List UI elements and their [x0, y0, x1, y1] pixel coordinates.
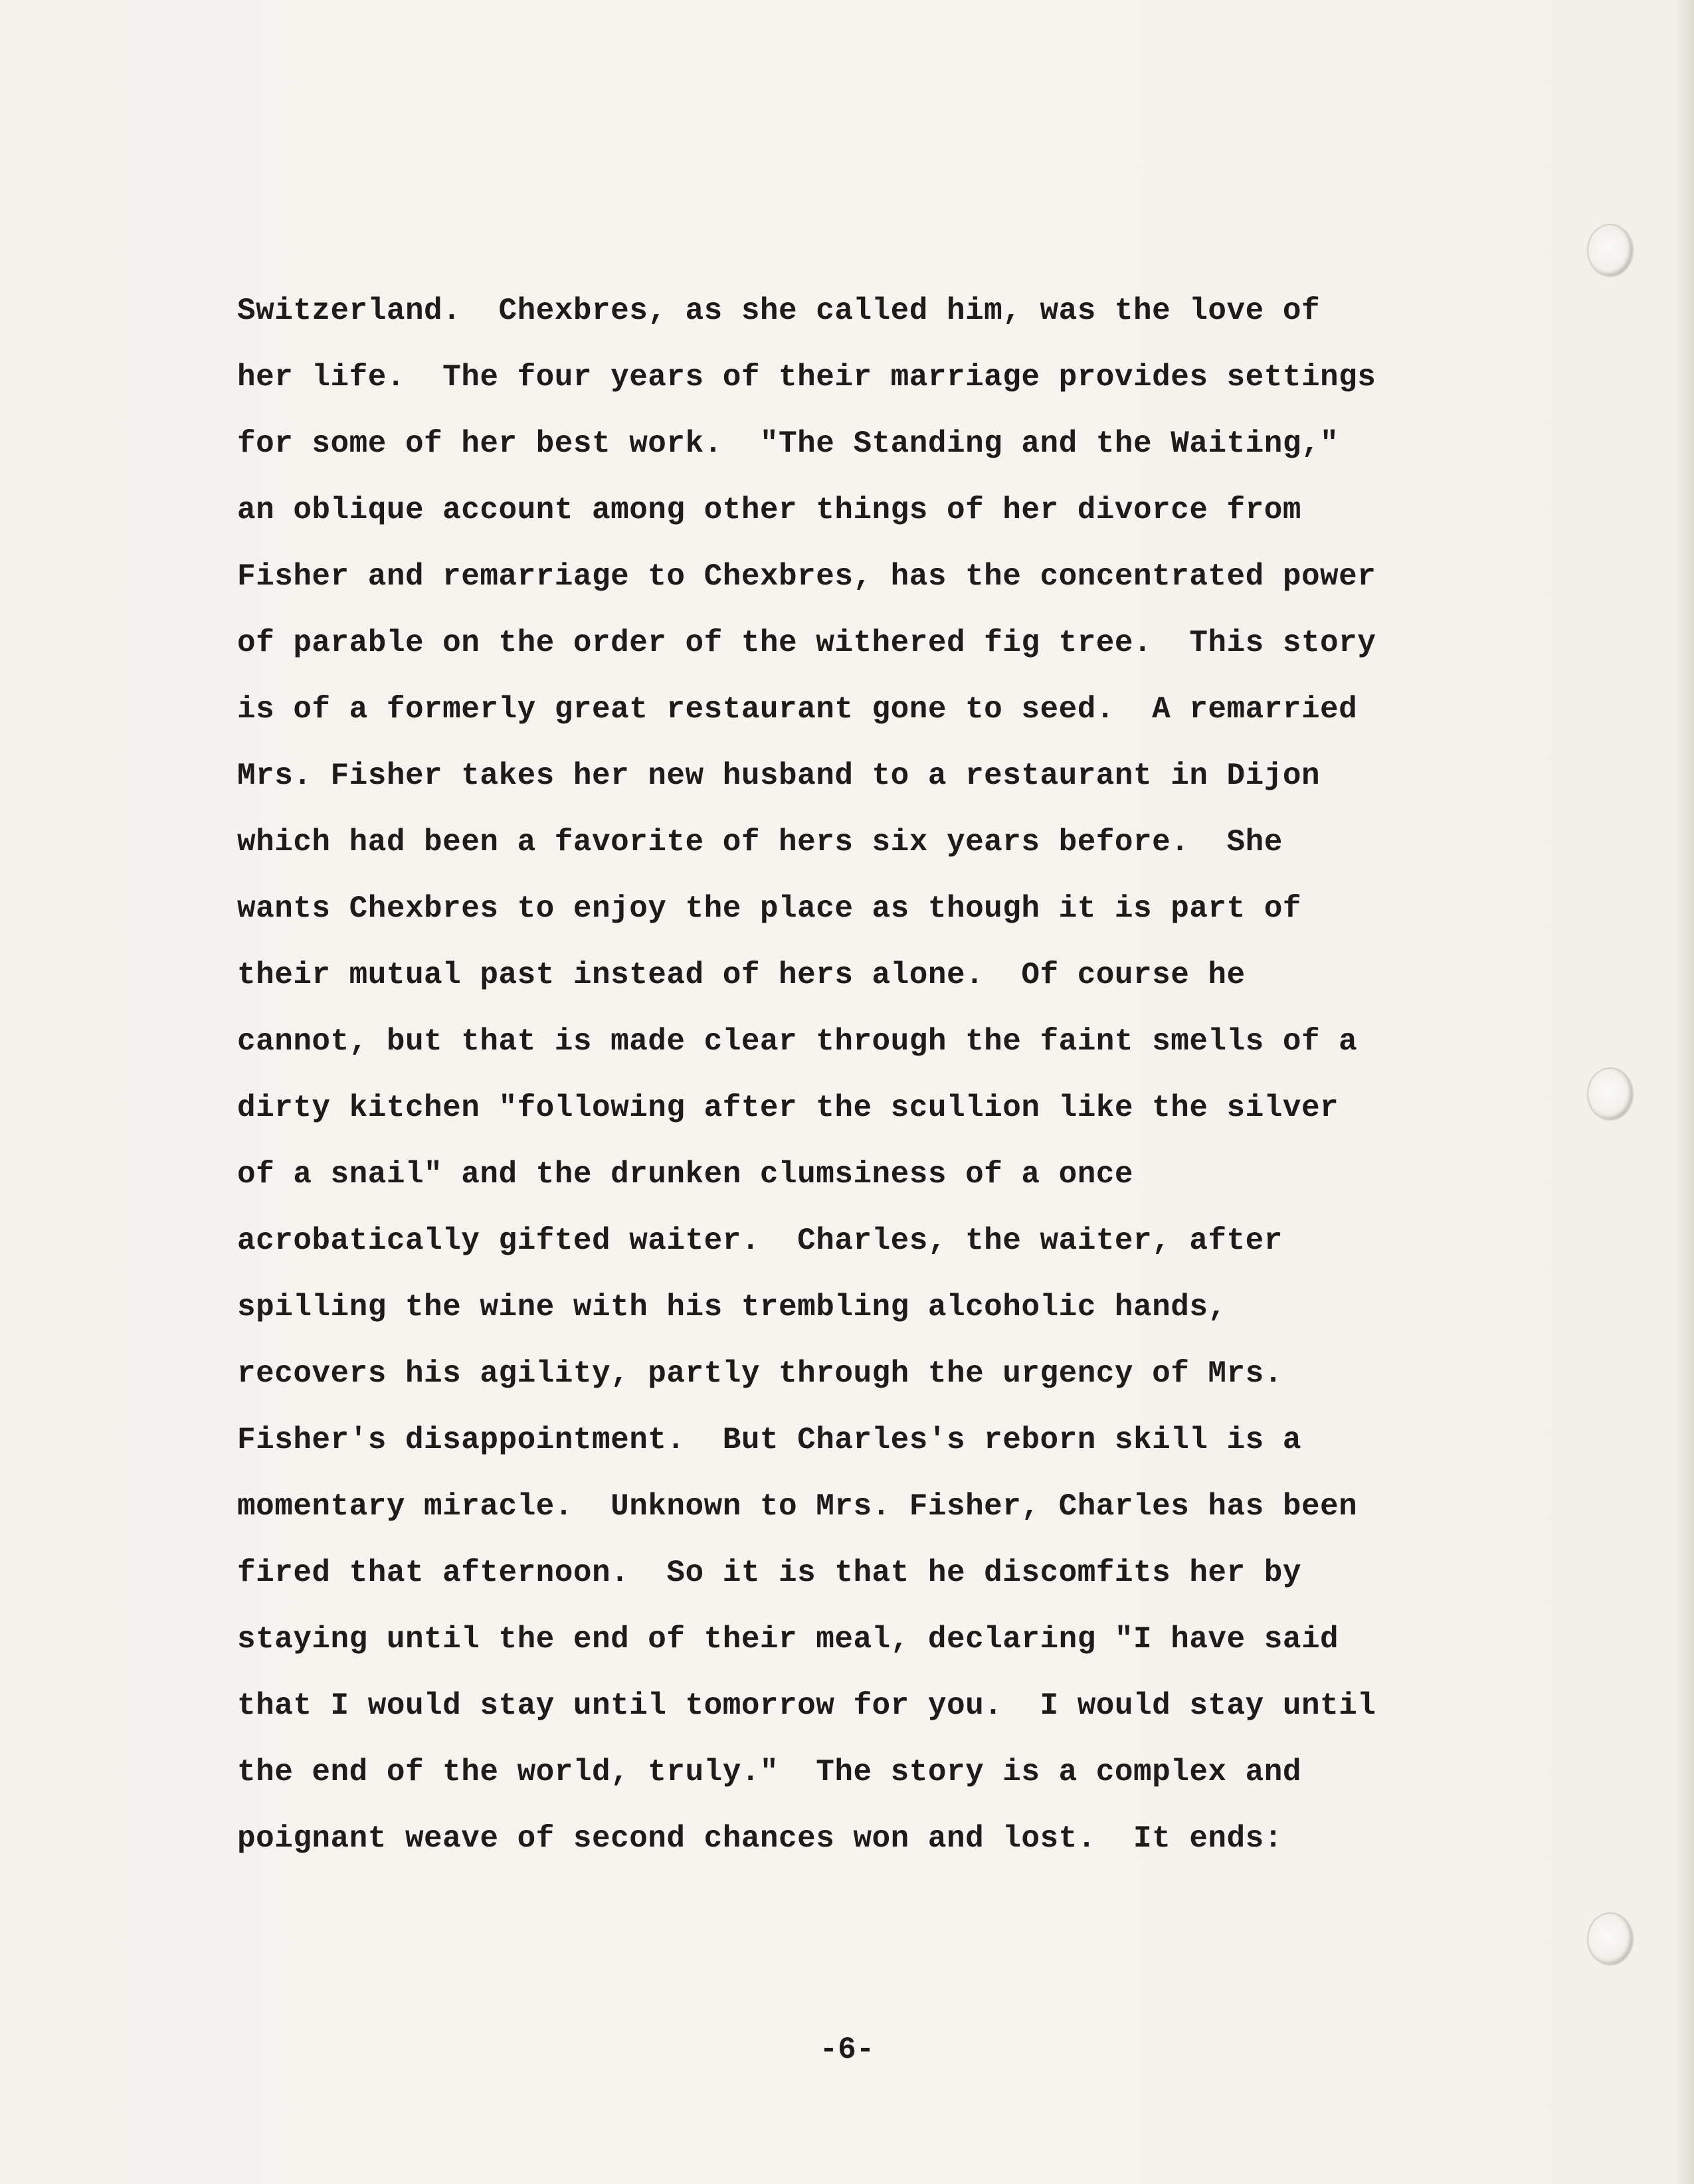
- text-line: momentary miracle. Unknown to Mrs. Fisher, Charles has been: [237, 1489, 1358, 1524]
- text-line: spilling the wine with his trembling alcoholic hands,: [237, 1290, 1227, 1324]
- page-edge-shadow: [1674, 0, 1694, 2184]
- text-line: recovers his agility, partly through the urgency of Mrs.: [237, 1356, 1283, 1391]
- text-line: cannot, but that is made clear through the faint smells of a: [237, 1024, 1358, 1059]
- text-line: that I would stay until tomorrow for you. I would stay until: [237, 1688, 1376, 1723]
- text-line: poignant weave of second chances won and lost. It ends:: [237, 1821, 1283, 1856]
- punch-hole-middle: [1588, 1068, 1633, 1120]
- text-line: for some of her best work. "The Standing and the Waiting,": [237, 426, 1339, 461]
- text-line: fired that afternoon. So it is that he discomfits her by: [237, 1556, 1301, 1590]
- text-line: wants Chexbres to enjoy the place as though it is part of: [237, 891, 1301, 926]
- text-line: dirty kitchen "following after the scullion like the silver: [237, 1091, 1339, 1125]
- text-line: Fisher and remarriage to Chexbres, has the concentrated power: [237, 559, 1376, 594]
- text-line: Fisher's disappointment. But Charles's reborn skill is a: [237, 1423, 1301, 1457]
- text-line: acrobatically gifted waiter. Charles, the waiter, after: [237, 1224, 1283, 1258]
- text-line: of parable on the order of the withered fig tree. This story: [237, 626, 1376, 660]
- punch-hole-bottom: [1588, 1913, 1633, 1965]
- text-line: is of a formerly great restaurant gone to seed. A remarried: [237, 692, 1358, 727]
- page-number: -6-: [819, 2033, 875, 2067]
- text-line: Switzerland. Chexbres, as she called him, was the love of: [237, 294, 1321, 328]
- text-line: her life. The four years of their marriage provides settings: [237, 360, 1376, 395]
- punch-hole-top: [1588, 225, 1633, 276]
- text-line: their mutual past instead of hers alone. Of course he: [237, 958, 1246, 992]
- text-line: the end of the world, truly." The story is a complex and: [237, 1755, 1301, 1789]
- text-line: staying until the end of their meal, declaring "I have said: [237, 1622, 1339, 1657]
- text-line: Mrs. Fisher takes her new husband to a restaurant in Dijon: [237, 759, 1321, 793]
- text-line: an oblique account among other things of her divorce from: [237, 493, 1301, 527]
- text-line: which had been a favorite of hers six years before. She: [237, 825, 1283, 860]
- body-text: [237, 278, 1486, 1872]
- text-line: of a snail" and the drunken clumsiness of a once: [237, 1157, 1134, 1192]
